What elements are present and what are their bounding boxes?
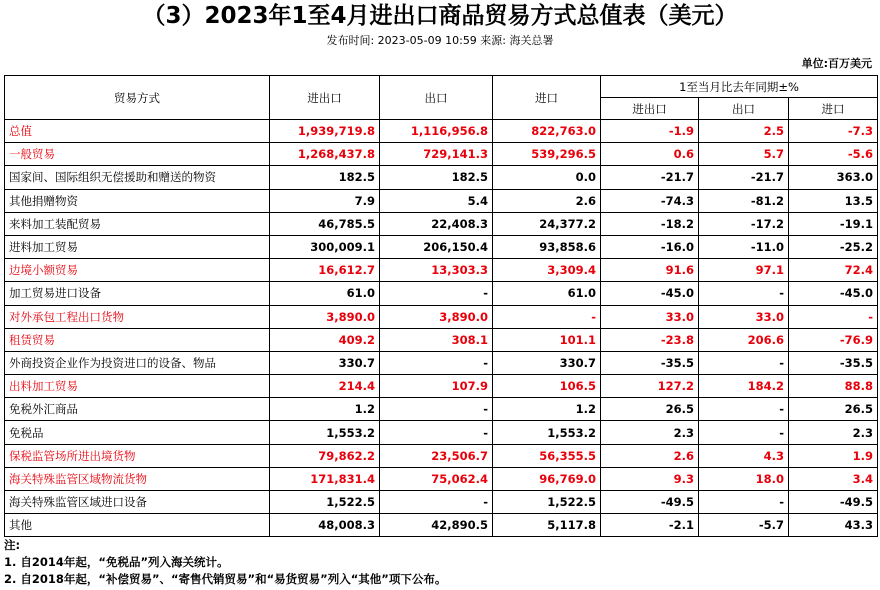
cell-import: 5,117.8 bbox=[493, 514, 601, 537]
cell-yoy-export: - bbox=[699, 351, 789, 374]
cell-import: 61.0 bbox=[493, 282, 601, 305]
table-row bbox=[5, 375, 878, 398]
cell-name: 外商投资企业作为投资进口的设备、物品 bbox=[5, 351, 270, 374]
cell-yoy-export: -5.7 bbox=[699, 514, 789, 537]
cell-name: 其他捐赠物资 bbox=[5, 189, 270, 212]
publish-info: 发布时间: 2023-05-09 10:59 来源: 海关总署 bbox=[326, 34, 554, 47]
cell-name: 一般贸易 bbox=[5, 143, 270, 166]
cell-yoy-export: 2.5 bbox=[699, 120, 789, 143]
cell-import: 1.2 bbox=[493, 398, 601, 421]
page-title: （3）2023年1至4月进出口商品贸易方式总值表（美元） bbox=[142, 3, 738, 29]
cell-yoy-total: -18.2 bbox=[601, 212, 699, 235]
header-import: 进口 bbox=[493, 76, 601, 120]
cell-total: 300,009.1 bbox=[270, 235, 380, 258]
cell-total: 409.2 bbox=[270, 328, 380, 351]
cell-yoy-import: -45.0 bbox=[789, 282, 878, 305]
cell-export: 107.9 bbox=[380, 375, 493, 398]
cell-yoy-total: 2.3 bbox=[601, 421, 699, 444]
cell-total: 171,831.4 bbox=[270, 467, 380, 490]
cell-export: 22,408.3 bbox=[380, 212, 493, 235]
cell-name: 海关特殊监管区域物流货物 bbox=[5, 467, 270, 490]
cell-export: - bbox=[380, 398, 493, 421]
cell-yoy-total: -74.3 bbox=[601, 189, 699, 212]
cell-yoy-export: -81.2 bbox=[699, 189, 789, 212]
cell-yoy-total: -2.1 bbox=[601, 514, 699, 537]
cell-name: 总值 bbox=[5, 120, 270, 143]
cell-import: 1,553.2 bbox=[493, 421, 601, 444]
cell-import: - bbox=[493, 305, 601, 328]
cell-export: - bbox=[380, 282, 493, 305]
cell-yoy-export: -17.2 bbox=[699, 212, 789, 235]
cell-name: 加工贸易进口设备 bbox=[5, 282, 270, 305]
cell-name: 进料加工贸易 bbox=[5, 235, 270, 258]
cell-yoy-import: -35.5 bbox=[789, 351, 878, 374]
cell-import: 2.6 bbox=[493, 189, 601, 212]
cell-yoy-total: 91.6 bbox=[601, 259, 699, 282]
cell-yoy-export: 184.2 bbox=[699, 375, 789, 398]
trade-mode-table bbox=[4, 75, 878, 537]
cell-export: - bbox=[380, 351, 493, 374]
cell-import: 0.0 bbox=[493, 166, 601, 189]
note-2: 2. 自2018年起，“补偿贸易”、“寄售代销贸易”和“易货贸易”列入“其他”项下公布。 bbox=[4, 572, 447, 586]
cell-yoy-total: -45.0 bbox=[601, 282, 699, 305]
note-1: 1. 自2014年起，“免税品”列入海关统计。 bbox=[4, 555, 229, 569]
cell-import: 330.7 bbox=[493, 351, 601, 374]
cell-import: 93,858.6 bbox=[493, 235, 601, 258]
cell-yoy-total: -23.8 bbox=[601, 328, 699, 351]
cell-yoy-export: -21.7 bbox=[699, 166, 789, 189]
cell-total: 214.4 bbox=[270, 375, 380, 398]
cell-yoy-total: -35.5 bbox=[601, 351, 699, 374]
cell-yoy-total: 0.6 bbox=[601, 143, 699, 166]
cell-yoy-import: -5.6 bbox=[789, 143, 878, 166]
cell-export: - bbox=[380, 491, 493, 514]
cell-yoy-import: 1.9 bbox=[789, 444, 878, 467]
cell-total: 1,553.2 bbox=[270, 421, 380, 444]
cell-yoy-import: 72.4 bbox=[789, 259, 878, 282]
cell-export: 75,062.4 bbox=[380, 467, 493, 490]
cell-yoy-import: 363.0 bbox=[789, 166, 878, 189]
cell-import: 101.1 bbox=[493, 328, 601, 351]
cell-export: 308.1 bbox=[380, 328, 493, 351]
table-row bbox=[5, 143, 878, 166]
cell-yoy-total: -49.5 bbox=[601, 491, 699, 514]
cell-export: 3,890.0 bbox=[380, 305, 493, 328]
cell-name: 海关特殊监管区域进口设备 bbox=[5, 491, 270, 514]
cell-total: 1,268,437.8 bbox=[270, 143, 380, 166]
cell-import: 106.5 bbox=[493, 375, 601, 398]
cell-name: 来料加工装配贸易 bbox=[5, 212, 270, 235]
cell-import: 1,522.5 bbox=[493, 491, 601, 514]
cell-import: 96,769.0 bbox=[493, 467, 601, 490]
cell-yoy-export: - bbox=[699, 491, 789, 514]
cell-yoy-export: 33.0 bbox=[699, 305, 789, 328]
cell-yoy-export: 18.0 bbox=[699, 467, 789, 490]
cell-yoy-import: 88.8 bbox=[789, 375, 878, 398]
cell-total: 330.7 bbox=[270, 351, 380, 374]
table-row bbox=[5, 444, 878, 467]
table-row bbox=[5, 259, 878, 282]
table-row bbox=[5, 467, 878, 490]
cell-import: 56,355.5 bbox=[493, 444, 601, 467]
cell-yoy-import: -49.5 bbox=[789, 491, 878, 514]
header-export: 出口 bbox=[380, 76, 493, 120]
cell-yoy-total: 9.3 bbox=[601, 467, 699, 490]
table-row bbox=[5, 166, 878, 189]
table-row bbox=[5, 282, 878, 305]
cell-total: 1,939,719.8 bbox=[270, 120, 380, 143]
cell-yoy-total: -21.7 bbox=[601, 166, 699, 189]
cell-yoy-import: -76.9 bbox=[789, 328, 878, 351]
table-row bbox=[5, 328, 878, 351]
cell-export: 5.4 bbox=[380, 189, 493, 212]
cell-yoy-export: 4.3 bbox=[699, 444, 789, 467]
cell-name: 出料加工贸易 bbox=[5, 375, 270, 398]
header-yoy-export: 出口 bbox=[699, 98, 789, 120]
cell-export: - bbox=[380, 421, 493, 444]
cell-total: 61.0 bbox=[270, 282, 380, 305]
cell-import: 3,309.4 bbox=[493, 259, 601, 282]
cell-name: 租赁贸易 bbox=[5, 328, 270, 351]
cell-export: 23,506.7 bbox=[380, 444, 493, 467]
cell-total: 182.5 bbox=[270, 166, 380, 189]
notes-label: 注: bbox=[4, 538, 21, 552]
table-row bbox=[5, 514, 878, 537]
cell-export: 729,141.3 bbox=[380, 143, 493, 166]
cell-yoy-total: 2.6 bbox=[601, 444, 699, 467]
table-row bbox=[5, 351, 878, 374]
table-row bbox=[5, 491, 878, 514]
header-yoy-import: 进口 bbox=[789, 98, 878, 120]
cell-export: 13,303.3 bbox=[380, 259, 493, 282]
cell-export: 182.5 bbox=[380, 166, 493, 189]
cell-export: 1,116,956.8 bbox=[380, 120, 493, 143]
cell-yoy-import: -19.1 bbox=[789, 212, 878, 235]
cell-total: 48,008.3 bbox=[270, 514, 380, 537]
cell-export: 206,150.4 bbox=[380, 235, 493, 258]
cell-yoy-total: 33.0 bbox=[601, 305, 699, 328]
cell-export: 42,890.5 bbox=[380, 514, 493, 537]
cell-name: 对外承包工程出口货物 bbox=[5, 305, 270, 328]
header-total: 进出口 bbox=[270, 76, 380, 120]
unit-label: 单位:百万美元 bbox=[801, 57, 872, 70]
cell-yoy-total: -16.0 bbox=[601, 235, 699, 258]
cell-yoy-import: - bbox=[789, 305, 878, 328]
cell-total: 7.9 bbox=[270, 189, 380, 212]
cell-name: 免税品 bbox=[5, 421, 270, 444]
table-row bbox=[5, 305, 878, 328]
cell-total: 1.2 bbox=[270, 398, 380, 421]
header-trade-mode: 贸易方式 bbox=[5, 76, 270, 120]
notes bbox=[4, 537, 446, 588]
header-yoy-total: 进出口 bbox=[601, 98, 699, 120]
cell-yoy-total: 26.5 bbox=[601, 398, 699, 421]
cell-total: 16,612.7 bbox=[270, 259, 380, 282]
cell-import: 822,763.0 bbox=[493, 120, 601, 143]
cell-yoy-import: 13.5 bbox=[789, 189, 878, 212]
table-body bbox=[5, 120, 878, 537]
cell-yoy-import: -7.3 bbox=[789, 120, 878, 143]
table-row bbox=[5, 189, 878, 212]
cell-total: 46,785.5 bbox=[270, 212, 380, 235]
cell-total: 1,522.5 bbox=[270, 491, 380, 514]
cell-name: 国家间、国际组织无偿援助和赠送的物资 bbox=[5, 166, 270, 189]
cell-yoy-export: 97.1 bbox=[699, 259, 789, 282]
cell-yoy-import: 26.5 bbox=[789, 398, 878, 421]
cell-yoy-import: 43.3 bbox=[789, 514, 878, 537]
header-yoy-group: 1至当月比去年同期±% bbox=[601, 76, 878, 98]
cell-name: 边境小额贸易 bbox=[5, 259, 270, 282]
cell-import: 539,296.5 bbox=[493, 143, 601, 166]
table-row bbox=[5, 421, 878, 444]
cell-total: 3,890.0 bbox=[270, 305, 380, 328]
table-row bbox=[5, 398, 878, 421]
cell-total: 79,862.2 bbox=[270, 444, 380, 467]
cell-import: 24,377.2 bbox=[493, 212, 601, 235]
cell-yoy-total: -1.9 bbox=[601, 120, 699, 143]
cell-name: 免税外汇商品 bbox=[5, 398, 270, 421]
cell-name: 保税监管场所进出境货物 bbox=[5, 444, 270, 467]
cell-name: 其他 bbox=[5, 514, 270, 537]
cell-yoy-import: 2.3 bbox=[789, 421, 878, 444]
cell-yoy-export: - bbox=[699, 398, 789, 421]
table-row bbox=[5, 120, 878, 143]
cell-yoy-total: 127.2 bbox=[601, 375, 699, 398]
cell-yoy-export: -11.0 bbox=[699, 235, 789, 258]
cell-yoy-export: - bbox=[699, 421, 789, 444]
cell-yoy-export: - bbox=[699, 282, 789, 305]
cell-yoy-import: 3.4 bbox=[789, 467, 878, 490]
cell-yoy-import: -25.2 bbox=[789, 235, 878, 258]
cell-yoy-export: 206.6 bbox=[699, 328, 789, 351]
table-row bbox=[5, 235, 878, 258]
table-row bbox=[5, 212, 878, 235]
cell-yoy-export: 5.7 bbox=[699, 143, 789, 166]
